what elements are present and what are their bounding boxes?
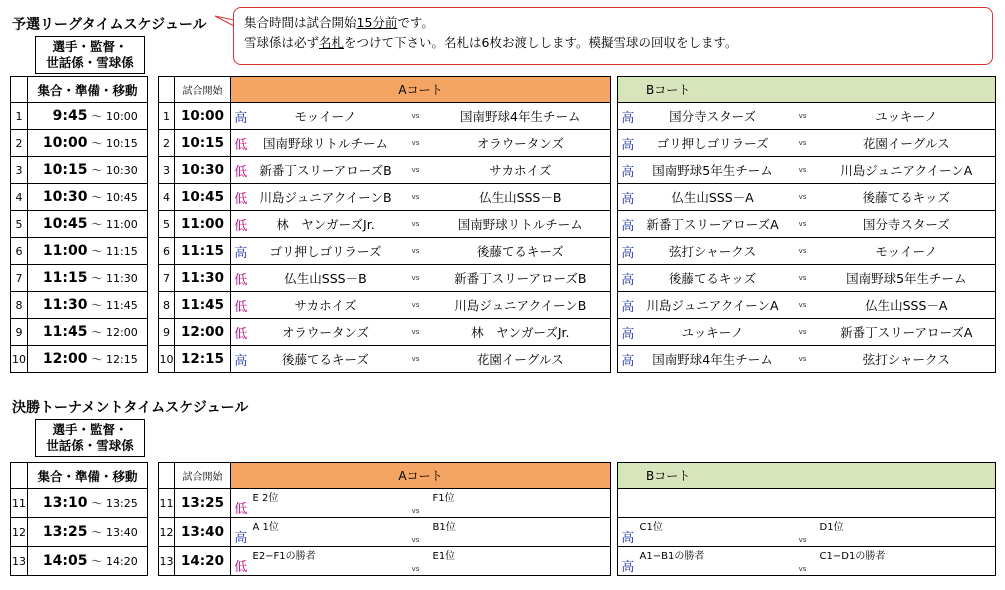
start-time: 11:45	[175, 292, 231, 319]
notice-line-1: 集合時間は試合開始15分前です。	[244, 15, 434, 30]
court-b-away-team: 弦打シャークス	[818, 346, 996, 373]
court-b-level: 高	[618, 346, 638, 373]
court-a-level: 低	[231, 184, 251, 211]
match-number: 12	[159, 518, 175, 547]
match-row	[159, 489, 996, 518]
match-number: 4	[159, 184, 175, 211]
court-a-away-team: 後藤てるキーズ	[431, 238, 611, 265]
row-number: 6	[11, 238, 28, 265]
gather-time: 11:15	[28, 265, 90, 292]
match-row	[159, 346, 996, 373]
gap	[611, 346, 618, 373]
court-a-home-team: サカホイズ	[251, 292, 401, 319]
match-row	[159, 518, 996, 547]
court-b-away-team: ユッキーノ	[818, 103, 996, 130]
match-row	[159, 130, 996, 157]
court-b-vs: vs	[788, 265, 818, 292]
court-b-vs: vs	[788, 292, 818, 319]
gather-until: ～ 11:15	[90, 238, 148, 265]
court-a-vs: vs	[401, 346, 431, 373]
gather-time: 11:00	[28, 238, 90, 265]
row-number: 12	[11, 518, 28, 547]
court-a-away-team: 新番丁スリーアローズB	[431, 265, 611, 292]
court-b-away-team: 新番丁スリーアローズA	[818, 319, 996, 346]
callout-pointer	[215, 14, 235, 28]
start-time: 13:40	[175, 518, 231, 547]
court-a-away-team: 川島ジュニアクイーンB	[431, 292, 611, 319]
gather-until: ～ 11:00	[90, 211, 148, 238]
start-header: 試合開始	[175, 463, 231, 489]
court-b-level	[618, 489, 638, 518]
court-a-level: 低	[231, 265, 251, 292]
assembly-row	[11, 211, 148, 238]
assembly-row	[11, 130, 148, 157]
final-assembly-table	[10, 462, 148, 576]
start-time: 11:30	[175, 265, 231, 292]
court-a-vs: vs	[401, 489, 431, 518]
gather-until: ～ 13:25	[90, 489, 148, 518]
gather-until: ～ 10:00	[90, 103, 148, 130]
start-header: 試合開始	[175, 77, 231, 103]
court-a-level: 低	[231, 130, 251, 157]
assembly-row	[11, 319, 148, 346]
gather-until: ～ 14:20	[90, 547, 148, 576]
court-a-home-team: 新番丁スリーアローズB	[251, 157, 401, 184]
court-a-level: 高	[231, 103, 251, 130]
gap	[611, 211, 618, 238]
row-number: 13	[11, 547, 28, 576]
court-a-level: 低	[231, 319, 251, 346]
final-match-table	[158, 462, 996, 576]
court-a-vs: vs	[401, 547, 431, 576]
court-a-away-team: E1位	[431, 547, 611, 576]
court-b-vs: vs	[788, 103, 818, 130]
final-roles-box	[35, 419, 145, 457]
match-number: 5	[159, 211, 175, 238]
court-b-away-team: 国分寺スターズ	[818, 211, 996, 238]
court-b-home-team: 川島ジュニアクイーンA	[638, 292, 788, 319]
court-a-level: 高	[231, 518, 251, 547]
gap	[611, 238, 618, 265]
court-b-home-team: 後藤てるキッズ	[638, 265, 788, 292]
match-number: 8	[159, 292, 175, 319]
gather-time: 9:45	[28, 103, 90, 130]
match-row	[159, 184, 996, 211]
court-b-home-team: 国南野球5年生チーム	[638, 157, 788, 184]
roles-label: 選手・監督・ 世話係・雪球係	[36, 37, 145, 74]
court-a-home-team: A 1位	[251, 518, 401, 547]
court-a-away-team: 仏生山SSS－B	[431, 184, 611, 211]
court-b-away-team: 川島ジュニアクイーンA	[818, 157, 996, 184]
court-b-home-team: ゴリ押しゴリラーズ	[638, 130, 788, 157]
gather-time: 13:10	[28, 489, 90, 518]
court-b-level: 高	[618, 292, 638, 319]
gap	[611, 547, 618, 576]
court-a-home-team: 後藤てるキーズ	[251, 346, 401, 373]
gather-until: ～ 10:15	[90, 130, 148, 157]
court-a-header: Aコート	[231, 463, 611, 489]
gap	[611, 130, 618, 157]
court-b-away-team: モッイーノ	[818, 238, 996, 265]
start-time: 13:25	[175, 489, 231, 518]
assembly-row	[11, 184, 148, 211]
gap	[611, 292, 618, 319]
start-time: 11:00	[175, 211, 231, 238]
court-a-vs: vs	[401, 130, 431, 157]
final-title: 決勝トーナメントタイムスケジュール	[12, 400, 249, 416]
start-time: 10:30	[175, 157, 231, 184]
court-b-level: 高	[618, 130, 638, 157]
assembly-row	[11, 103, 148, 130]
start-time: 10:00	[175, 103, 231, 130]
roles-label: 選手・監督・ 世話係・雪球係	[36, 420, 145, 457]
match-row	[159, 103, 996, 130]
gather-time: 10:45	[28, 211, 90, 238]
assembly-row	[11, 238, 148, 265]
notice-line-2: 雪球係は必ず名札をつけて下さい。名札は6枚お渡しします。模擬雪球の回収をします。	[244, 35, 738, 50]
assembly-row	[11, 157, 148, 184]
gather-time: 12:00	[28, 346, 90, 373]
court-a-vs: vs	[401, 157, 431, 184]
gather-until: ～ 10:45	[90, 184, 148, 211]
gather-until: ～ 12:00	[90, 319, 148, 346]
court-a-level: 高	[231, 346, 251, 373]
gather-time: 10:00	[28, 130, 90, 157]
court-b-home-team	[638, 489, 788, 518]
row-number: 3	[11, 157, 28, 184]
row-number: 7	[11, 265, 28, 292]
row-number: 5	[11, 211, 28, 238]
court-a-vs: vs	[401, 518, 431, 547]
match-number: 7	[159, 265, 175, 292]
court-b-level: 高	[618, 211, 638, 238]
gather-until: ～ 13:40	[90, 518, 148, 547]
court-b-away-team	[818, 489, 996, 518]
prelim-assembly-table	[10, 76, 148, 373]
match-number: 2	[159, 130, 175, 157]
court-b-home-team: A1−B1の勝者	[638, 547, 788, 576]
court-a-away-team: 花園イーグルス	[431, 346, 611, 373]
court-a-level: 高	[231, 238, 251, 265]
court-a-away-team: サカホイズ	[431, 157, 611, 184]
assembly-header: 集合・準備・移動	[28, 77, 148, 103]
gather-time: 14:05	[28, 547, 90, 576]
court-b-home-team: 弦打シャークス	[638, 238, 788, 265]
court-a-level: 低	[231, 211, 251, 238]
gap	[611, 157, 618, 184]
court-b-vs: vs	[788, 157, 818, 184]
court-a-vs: vs	[401, 184, 431, 211]
row-number: 9	[11, 319, 28, 346]
row-number: 1	[11, 103, 28, 130]
match-row	[159, 292, 996, 319]
match-number: 11	[159, 489, 175, 518]
court-b-level: 高	[618, 103, 638, 130]
match-row	[159, 157, 996, 184]
court-b-level: 高	[618, 157, 638, 184]
court-a-level: 低	[231, 547, 251, 576]
court-b-level: 高	[618, 238, 638, 265]
gather-until: ～ 12:15	[90, 346, 148, 373]
court-b-vs: vs	[788, 211, 818, 238]
gather-time: 10:15	[28, 157, 90, 184]
match-number: 9	[159, 319, 175, 346]
notice-box	[233, 7, 993, 65]
row-number: 4	[11, 184, 28, 211]
court-b-vs: vs	[788, 184, 818, 211]
court-b-home-team: 新番丁スリーアローズA	[638, 211, 788, 238]
match-row	[159, 319, 996, 346]
gather-time: 11:30	[28, 292, 90, 319]
court-b-away-team: 仏生山SSS－A	[818, 292, 996, 319]
gather-time: 13:25	[28, 518, 90, 547]
match-number: 1	[159, 103, 175, 130]
court-a-vs: vs	[401, 103, 431, 130]
court-b-level: 高	[618, 265, 638, 292]
court-a-level: 低	[231, 292, 251, 319]
row-number: 10	[11, 346, 28, 373]
court-a-home-team: E2−F1の勝者	[251, 547, 401, 576]
gap	[611, 184, 618, 211]
start-time: 11:15	[175, 238, 231, 265]
court-a-home-team: E 2位	[251, 489, 401, 518]
match-row	[159, 265, 996, 292]
start-time: 12:15	[175, 346, 231, 373]
court-a-vs: vs	[401, 319, 431, 346]
court-b-level: 高	[618, 547, 638, 576]
court-a-away-team: F1位	[431, 489, 611, 518]
court-b-away-team: 国南野球5年生チーム	[818, 265, 996, 292]
assembly-row	[11, 346, 148, 373]
gather-until: ～ 10:30	[90, 157, 148, 184]
gap	[611, 265, 618, 292]
gather-time: 10:30	[28, 184, 90, 211]
court-b-home-team: C1位	[638, 518, 788, 547]
court-a-vs: vs	[401, 238, 431, 265]
gather-until: ～ 11:30	[90, 265, 148, 292]
row-number: 2	[11, 130, 28, 157]
start-time: 12:00	[175, 319, 231, 346]
court-a-away-team: 国南野球リトルチーム	[431, 211, 611, 238]
match-number: 13	[159, 547, 175, 576]
assembly-row	[11, 547, 148, 576]
assembly-header: 集合・準備・移動	[28, 463, 148, 489]
court-b-header: Bコート	[618, 77, 996, 103]
court-b-home-team: 国分寺スターズ	[638, 103, 788, 130]
assembly-row	[11, 518, 148, 547]
match-row	[159, 211, 996, 238]
court-b-level: 高	[618, 518, 638, 547]
court-b-away-team: C1−D1の勝者	[818, 547, 996, 576]
match-row	[159, 238, 996, 265]
match-number: 3	[159, 157, 175, 184]
gather-time: 11:45	[28, 319, 90, 346]
court-a-header: Aコート	[231, 77, 611, 103]
court-a-home-team: オラウータンズ	[251, 319, 401, 346]
gap	[611, 518, 618, 547]
court-b-header: Bコート	[618, 463, 996, 489]
court-a-away-team: 国南野球4年生チーム	[431, 103, 611, 130]
court-b-vs: vs	[788, 518, 818, 547]
court-a-vs: vs	[401, 292, 431, 319]
court-b-vs: vs	[788, 346, 818, 373]
court-b-vs: vs	[788, 319, 818, 346]
match-number: 10	[159, 346, 175, 373]
court-b-vs: vs	[788, 547, 818, 576]
court-b-vs: vs	[788, 238, 818, 265]
court-a-vs: vs	[401, 211, 431, 238]
court-b-away-team: 後藤てるキッズ	[818, 184, 996, 211]
court-a-home-team: 林 ヤンガーズJr.	[251, 211, 401, 238]
court-a-away-team: 林 ヤンガーズJr.	[431, 319, 611, 346]
court-b-away-team: 花園イーグルス	[818, 130, 996, 157]
start-time: 14:20	[175, 547, 231, 576]
court-a-home-team: 仏生山SSS－B	[251, 265, 401, 292]
prelim-match-table	[158, 76, 996, 373]
prelim-title: 予選リーグタイムスケジュール	[12, 17, 207, 33]
match-number: 6	[159, 238, 175, 265]
start-time: 10:45	[175, 184, 231, 211]
start-time: 10:15	[175, 130, 231, 157]
row-number: 11	[11, 489, 28, 518]
court-a-level: 低	[231, 489, 251, 518]
match-row	[159, 547, 996, 576]
gap	[611, 489, 618, 518]
gap	[611, 319, 618, 346]
gap	[611, 103, 618, 130]
court-a-home-team: モッイーノ	[251, 103, 401, 130]
court-a-home-team: ゴリ押しゴリラーズ	[251, 238, 401, 265]
court-a-away-team: B1位	[431, 518, 611, 547]
court-b-vs: vs	[788, 130, 818, 157]
court-a-home-team: 川島ジュニアクイーンB	[251, 184, 401, 211]
court-a-level: 低	[231, 157, 251, 184]
assembly-row	[11, 292, 148, 319]
court-b-home-team: 国南野球4年生チーム	[638, 346, 788, 373]
court-a-away-team: オラウータンズ	[431, 130, 611, 157]
assembly-row	[11, 489, 148, 518]
court-a-vs: vs	[401, 265, 431, 292]
court-a-home-team: 国南野球リトルチーム	[251, 130, 401, 157]
assembly-row	[11, 265, 148, 292]
court-b-vs	[788, 489, 818, 518]
court-b-away-team: D1位	[818, 518, 996, 547]
gather-until: ～ 11:45	[90, 292, 148, 319]
court-b-level: 高	[618, 184, 638, 211]
court-b-home-team: ユッキーノ	[638, 319, 788, 346]
court-b-home-team: 仏生山SSS－A	[638, 184, 788, 211]
row-number: 8	[11, 292, 28, 319]
court-b-level: 高	[618, 319, 638, 346]
prelim-roles-box	[35, 36, 145, 74]
